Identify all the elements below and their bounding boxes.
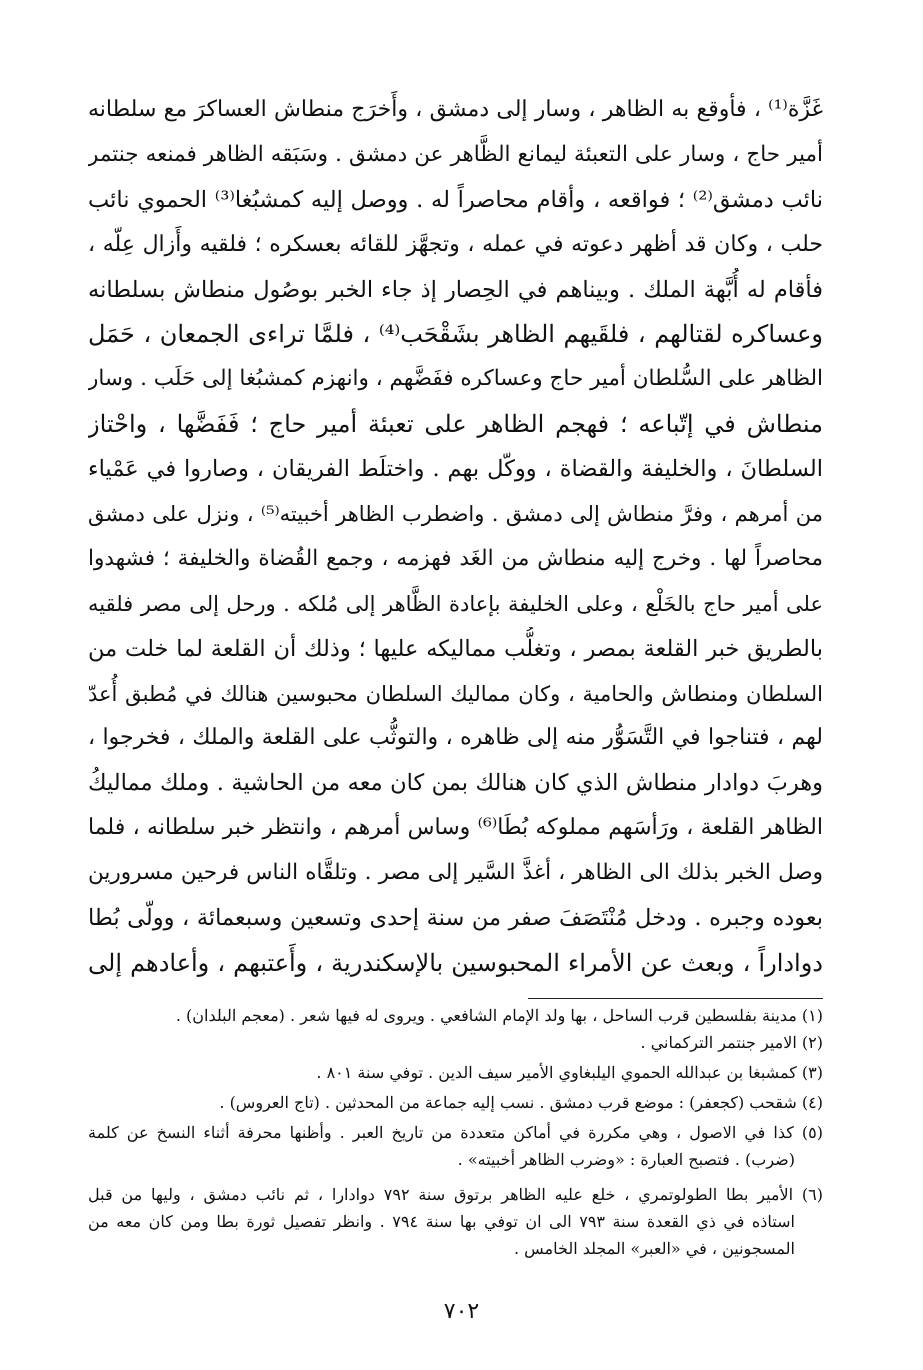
footnote-divider (528, 998, 823, 999)
text-line: الظاهر القلعة ، ورَأسَهم مملوكه بُطَا⁽⁶⁾ وساس أمرهم ، وانتظر خبر سلطانه ، فلما (88, 815, 823, 841)
text-line: السلطان ومنطاش والحامية ، وكان مماليك السلطان محبوسين هنالك في مُطبق أُعدّ (88, 681, 823, 706)
text-line: أمير حاج ، وسار على التعبئة ليمانع الظَّاهر عن دمشق . وسَبَقه الظاهر فمنعه جنتمر (88, 141, 823, 167)
footnote-marker: (٤) (801, 1093, 823, 1112)
footnote-2 (88, 1029, 823, 1056)
footnote-text: كذا في الاصول ، وهي مكررة في أماكن متعددة من تاريخ العبر . وأظنها محرفة أثناء النسخ عن كلمة (88, 1123, 794, 1142)
footnote-5 (88, 1119, 823, 1146)
text-line: وعساكره لقتالهم ، فلقَيهم الظاهر بشَقْحَب⁽⁴⁾ ، فلمَّا تراءى الجمعان ، حَمَل (88, 320, 823, 349)
text-line: غَزَّة⁽¹⁾ ، فأوقع به الظاهر ، وسار إلى دمشق ، وأَخرَج منطاش العساكرَ مع سلطانه (88, 97, 823, 122)
footnotes (88, 1002, 823, 1262)
footnote-text: الامير جنتمر التركماني . (640, 1033, 797, 1052)
text-line: نائب دمشق⁽²⁾ ؛ فواقعه ، وأقام محاصراً له . ووصل إليه كمشبُغا⁽³⁾ الحموي نائب (88, 186, 823, 213)
footnote-3 (88, 1059, 823, 1086)
footnote-marker: (٦) (801, 1185, 823, 1204)
text-line: بالطريق خبر القلعة بمصر ، وتغلُّب مماليكه عليها ؛ وذلك أن القلعة لما خلت من (88, 635, 823, 662)
text-line: محاصراً لها . وخرج إليه منطاش من الغَد فهزمه ، وجمع القُضاة والخليفة ؛ فشهدوا (88, 545, 823, 571)
footnote-text: (ضرب) . فتصبح العبارة : «وضرب الظاهر أخبيته» . (457, 1150, 795, 1169)
text-line: وصل الخبر بذلك الى الظاهر ، أغذَّ السَّير إلى مصر . وتلقَّاه الناس فرحين مسرورين (88, 860, 823, 886)
footnote-text: الأمير بطا الطولوتمري ، خلع عليه الظاهر برتوق سنة ٧٩٢ دوادارا ، ثم نائب دمشق ، وليها من قبل (88, 1185, 794, 1204)
footnote-text: مدينة بفلسطين قرب الساحل ، بها ولد الإمام الشافعي . ويروى له فيها شعر . (معجم البلدان) . (175, 1006, 797, 1025)
text-line: دواداراً ، وبعث عن الأمراء المحبوسين بالإسكندرية ، وأَعتبهم ، وأعادهم إلى (88, 948, 823, 977)
text-line: لهم ، فتناجوا في التَّسَوُّر منه إلى ظاهره ، والتوثُّب على القلعة والملك ، فخرجوا ، (88, 725, 823, 751)
text-line: بعوده وجبره . ودخل مُنْتَصَفَ صفر من سنة إحدى وتسعين وسبعمائة ، وولّى بُطا (88, 905, 823, 932)
footnote-text: استاذه في ذي القعدة سنة ٧٩٣ الى ان توفي بها سنة ٧٩٤ . وانظر تفصيل ثورة بطا ومن كان معه من (88, 1212, 795, 1231)
footnote-marker: (١) (801, 1006, 823, 1025)
footnote-5-continued (88, 1146, 823, 1173)
footnote-6-continued (88, 1235, 823, 1262)
text-line: من أمرهم ، وفرَّ منطاش إلى دمشق . واضطرب الظاهر أخبيته⁽⁵⁾ ، ونزل على دمشق (88, 502, 823, 527)
footnote-marker: (٥) (801, 1123, 823, 1142)
footnote-4 (88, 1089, 823, 1116)
text-line: على أمير حاج بالخَلْع ، وعلى الخليفة بإعادة الظَّاهر إلى مُلكه . ورحل إلى مصر فلقيه (88, 591, 823, 616)
footnote-marker: (٣) (801, 1063, 823, 1082)
footnote-marker: (٢) (801, 1033, 823, 1052)
text-line: فأقام له أُبَّهة الملك . وبيناهم في الحِصار إذ جاء الخبر بوصُول منطاش بسلطانه (88, 276, 823, 303)
text-line: وهربَ دوادار منطاش الذي كان هنالك بمن كان معه من الحاشية . وملك مماليكُ (88, 770, 823, 797)
footnote-6 (88, 1181, 823, 1208)
footnote-text: المسجونين ، في «العبر» المجلد الخامس . (513, 1239, 795, 1258)
text-line: منطاش في إتّباعه ؛ فهجم الظاهر على تعبئة أمير حاج ؛ فَفَضَّها ، واحْتاز (88, 410, 823, 439)
footnote-text: كمشبغا بن عبدالله الحموي اليلبغاوي الأمير سيف الدين . توفي سنة ٨٠١ . (316, 1063, 797, 1082)
footnote-1 (88, 1002, 823, 1029)
text-line: السلطانَ ، والخليفة والقضاة ، ووكّل بهم . واختلَط الفريقان ، وصاروا في عَمْياء (88, 456, 823, 483)
footnote-6-continued (88, 1208, 823, 1235)
main-text (88, 88, 823, 986)
page-number: ٧٠٢ (443, 1299, 480, 1324)
text-line: الظاهر على السُّلطان أمير حاج وعساكره ففَضَّهم ، وانهزم كمشبُغا إلى حَلَب . وسار (88, 366, 823, 392)
footnote-text: شقحب (كجعفر) : موضع قرب دمشق . نسب إليه جماعة من المحدثين . (تاج العروس) . (219, 1093, 797, 1112)
text-line: حلب ، وكان قد أظهر دعوته في عمله ، وتجهَّز للقائه بعسكره ؛ فلقيه وأَزال عِلّه ، (88, 231, 823, 257)
